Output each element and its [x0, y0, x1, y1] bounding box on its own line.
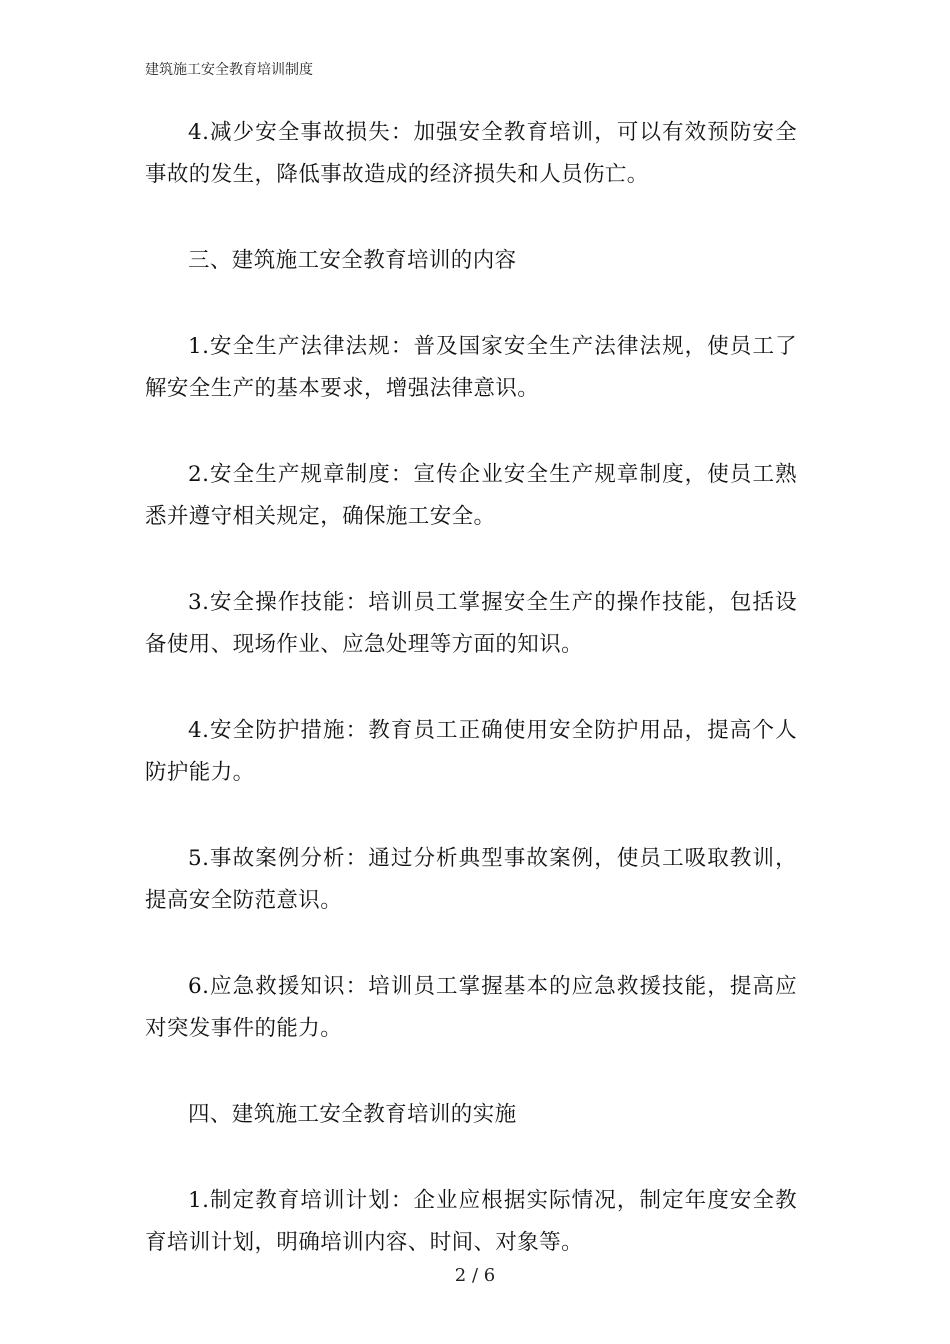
- page-number: 2 / 6: [454, 1265, 496, 1286]
- paragraph-laws-regulations: 1.安全生产法律法规：普及国家安全生产法律法规，使员工了解安全生产的基本要求，增强法律意识。: [145, 334, 797, 401]
- paragraph-case-analysis: 5.事故案例分析：通过分析典型事故案例，使员工吸取教训，提高安全防范意识。: [145, 846, 797, 913]
- running-header: 建筑施工安全教育培训制度: [145, 62, 313, 78]
- paragraph-rules-system: 2.安全生产规章制度：宣传企业安全生产规章制度，使员工熟悉并遵守相关规定，确保施工安全。: [145, 462, 797, 529]
- document-body: [145, 112, 797, 1308]
- paragraph-emergency-rescue: 6.应急救援知识：培训员工掌握基本的应急救援技能，提高应对突发事件的能力。: [145, 974, 797, 1041]
- paragraph-operation-skills: 3.安全操作技能：培训员工掌握安全生产的操作技能，包括设备使用、现场作业、应急处理等方面的知识。: [145, 590, 797, 657]
- paragraph-training-plan: 1.制定教育培训计划：企业应根据实际情况，制定年度安全教育培训计划，明确培训内容、时间、对象等。: [145, 1188, 797, 1255]
- section-heading-implementation: 四、建筑施工安全教育培训的实施: [188, 1102, 517, 1127]
- paragraph-reduce-losses: 4.减少安全事故损失：加强安全教育培训，可以有效预防安全事故的发生，降低事故造成的经济损失和人员伤亡。: [145, 120, 797, 187]
- paragraph-protective-measures: 4.安全防护措施：教育员工正确使用安全防护用品，提高个人防护能力。: [145, 718, 797, 785]
- section-heading-content: 三、建筑施工安全教育培训的内容: [188, 248, 517, 273]
